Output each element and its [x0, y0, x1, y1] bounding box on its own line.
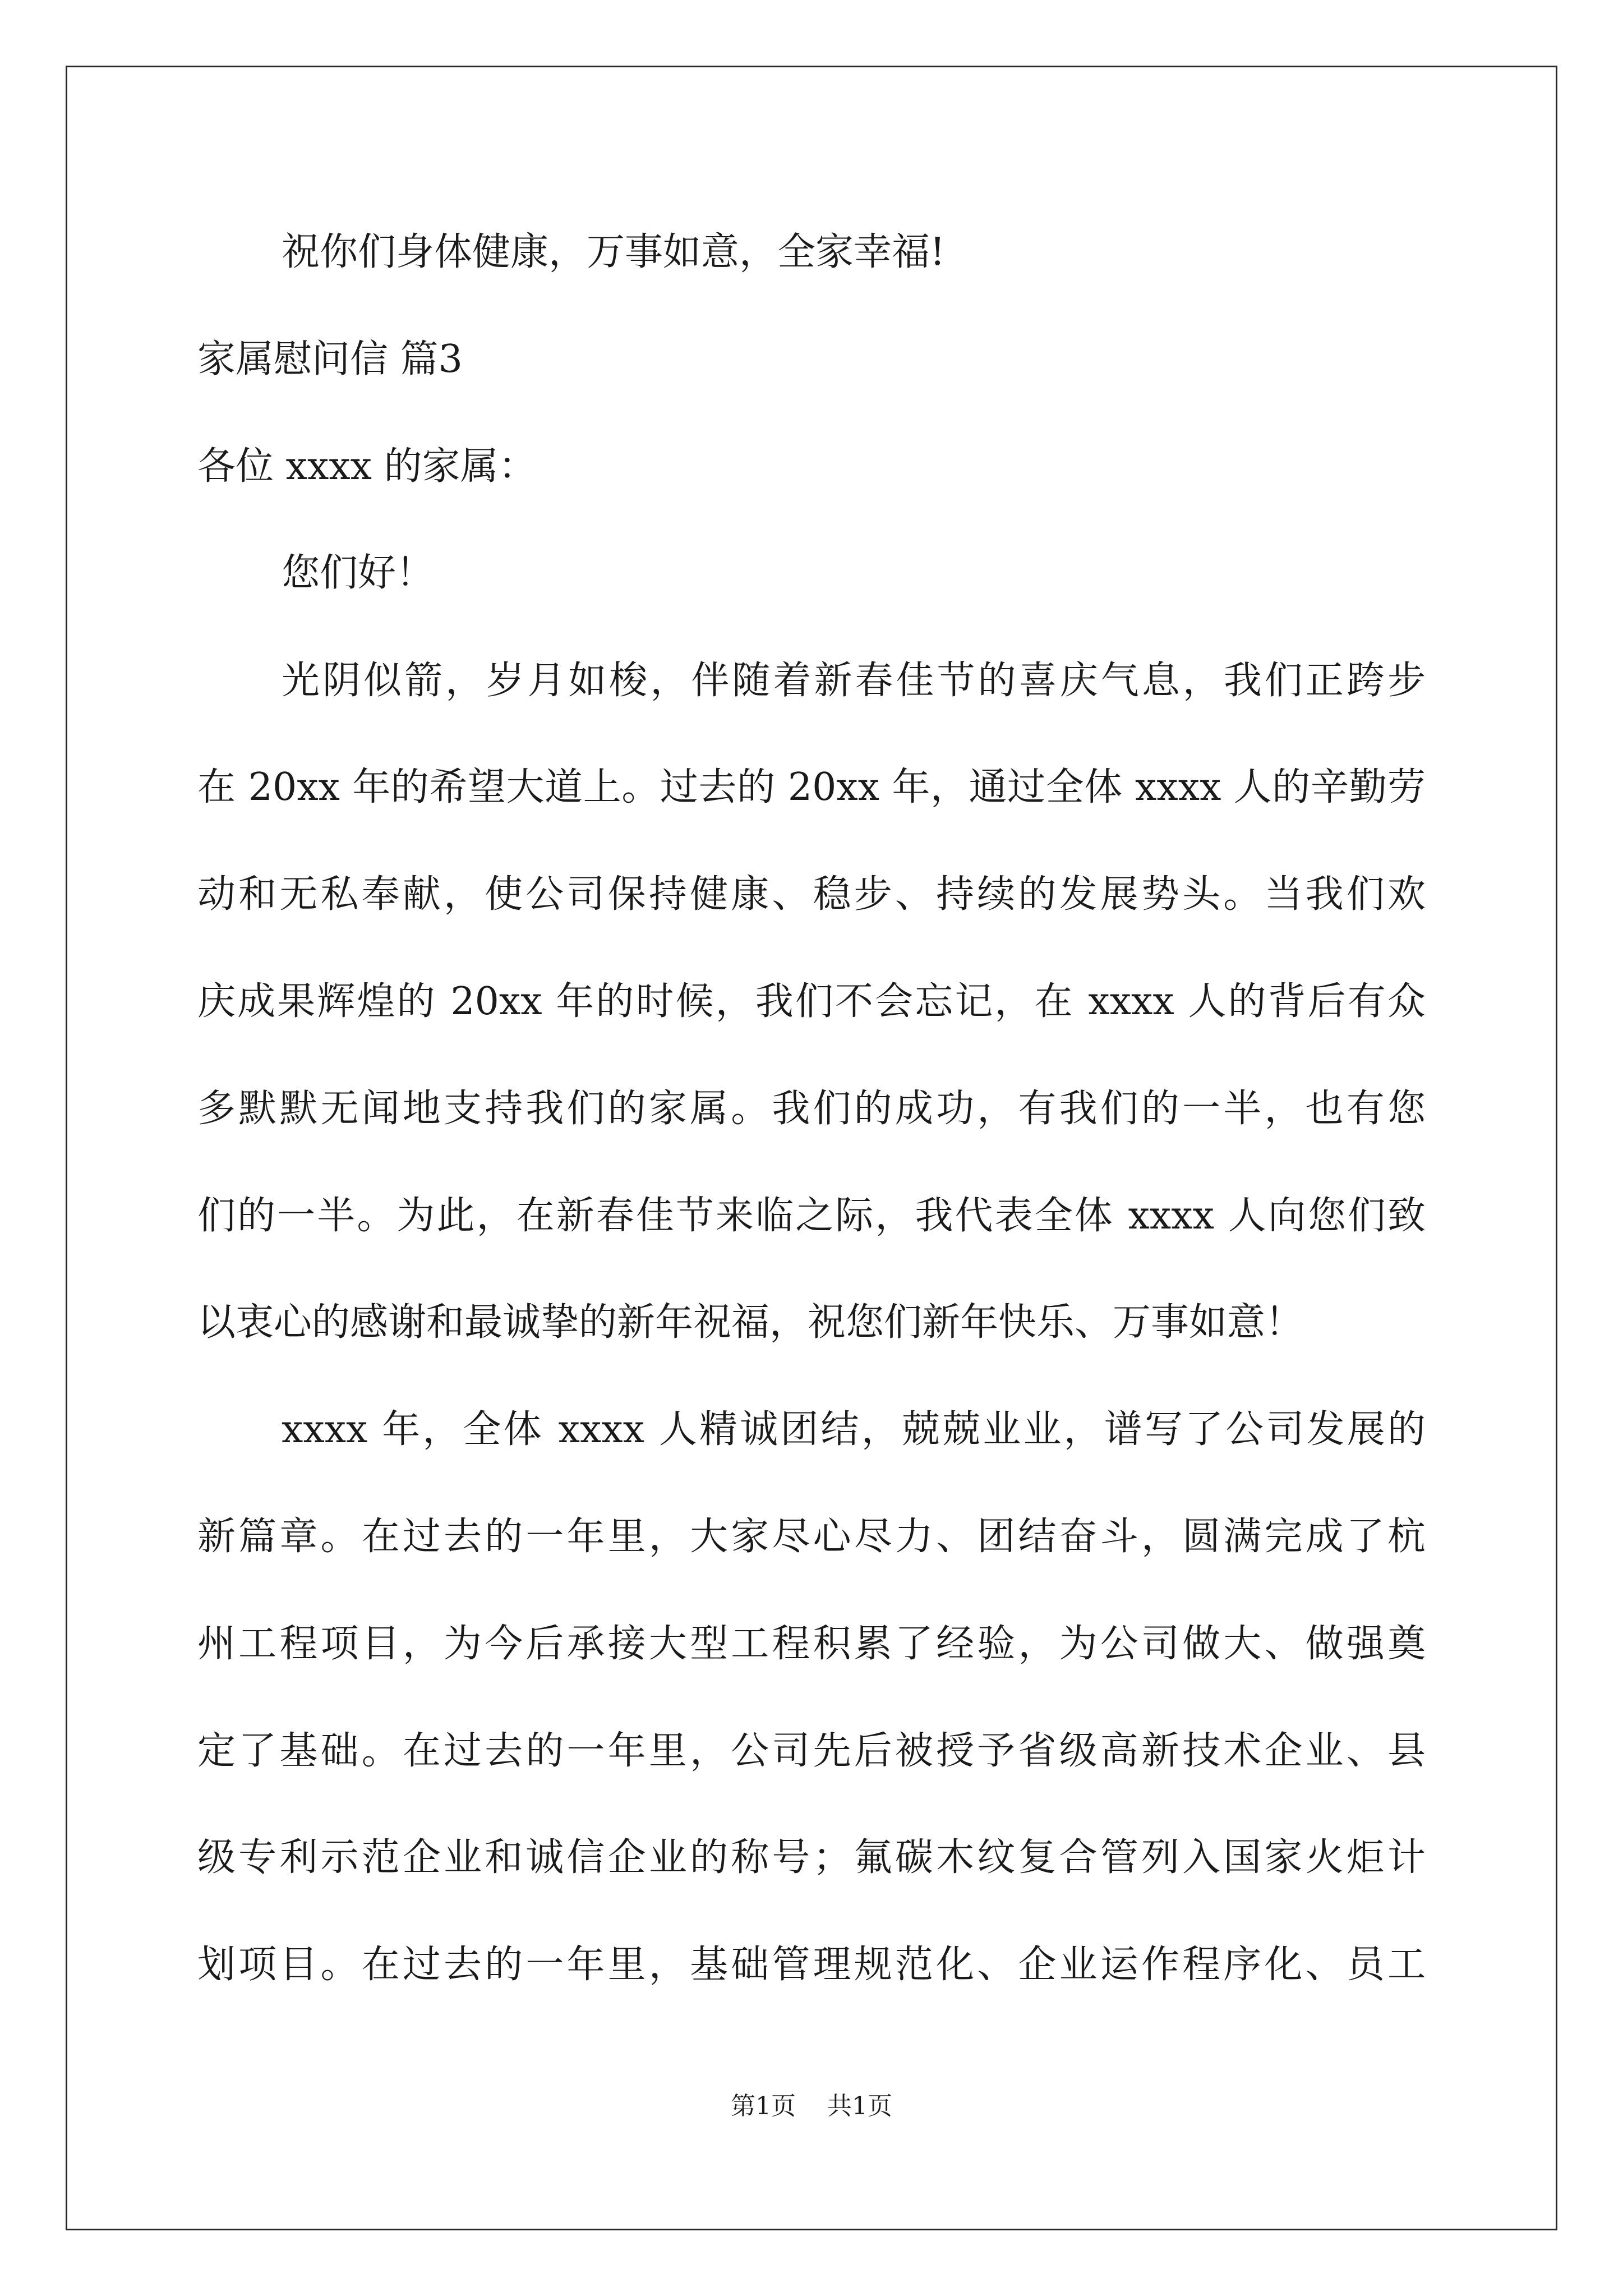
text-line: 定了基础。在过去的一年里，公司先后被授予省级高新技术企业、县 — [197, 1729, 1426, 1773]
text-line: xxxx 年，全体 xxxx 人精诚团结，兢兢业业，谱写了公司发展的 — [282, 1407, 1426, 1452]
text-line: 州工程项目，为今后承接大型工程积累了经验，为公司做大、做强奠 — [197, 1622, 1426, 1666]
text-line: 级专利示范企业和诚信企业的称号；氟碳木纹复合管列入国家火炬计 — [197, 1835, 1426, 1880]
text-line: 光阴似箭，岁月如梭，伴随着新春佳节的喜庆气息，我们正跨步 — [282, 659, 1426, 703]
text-line: 们的一半。为此，在新春佳节来临之际，我代表全体 xxxx 人向您们致 — [197, 1194, 1426, 1238]
text-line: 在 20xx 年的希望大道上。过去的 20xx 年，通过全体 xxxx 人的辛勤劳 — [197, 765, 1426, 809]
text-line: 动和无私奉献，使公司保持健康、稳步、持续的发展势头。当我们欢 — [197, 872, 1426, 917]
salutation: 各位 xxxx 的家属： — [197, 444, 537, 489]
text-line: 多默默无闻地支持我们的家属。我们的成功，有我们的一半，也有您 — [197, 1087, 1426, 1131]
page-footer: 第1页 共1页 — [731, 2092, 892, 2120]
text-line: 祝你们身体健康，万事如意，全家幸福! — [282, 230, 946, 274]
section-heading: 家属慰问信 篇3 — [197, 337, 463, 381]
text-line: 新篇章。在过去的一年里，大家尽心尽力、团结奋斗，圆满完成了杭 — [197, 1515, 1426, 1559]
text-line: 划项目。在过去的一年里，基础管理规范化、企业运作程序化、员工 — [197, 1943, 1426, 1987]
text-line: 以衷心的感谢和最诚挚的新年祝福，祝您们新年快乐、万事如意！ — [197, 1300, 1304, 1345]
text-line: 庆成果辉煌的 20xx 年的时候，我们不会忘记，在 xxxx 人的背后有众 — [197, 979, 1426, 1024]
greeting: 您们好！ — [282, 551, 435, 595]
page-border — [66, 66, 1557, 2230]
